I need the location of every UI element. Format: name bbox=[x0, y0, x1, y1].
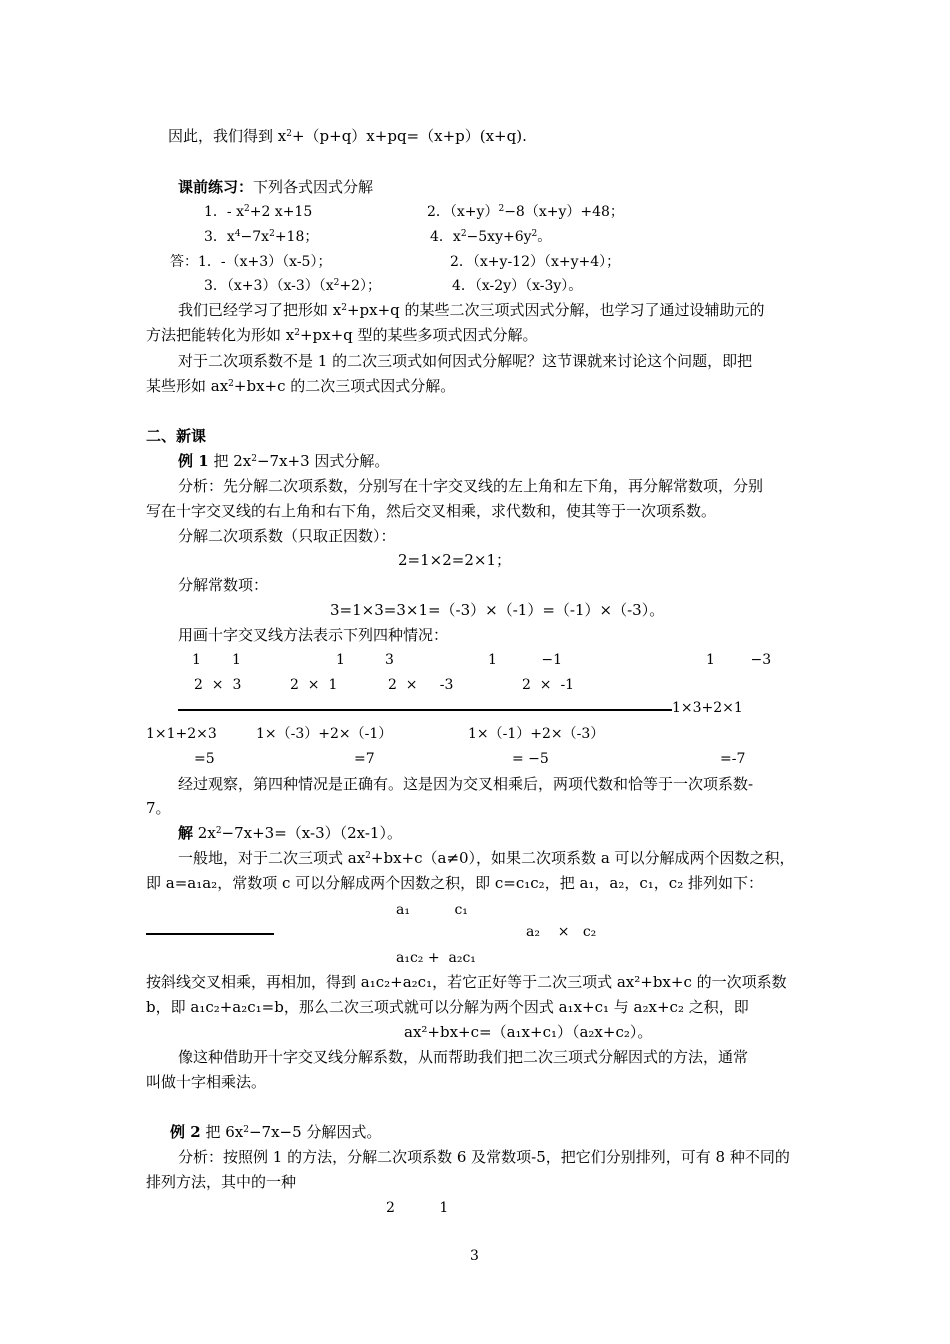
exercise-q3: 3．$x^4-7x^2+18$； bbox=[204, 229, 319, 245]
section-title: 二、新课 bbox=[146, 427, 207, 445]
example1-solution: 解 $2x^2-7x+3=(x-3)(2x-1)$。 bbox=[178, 824, 402, 842]
case3-expr: 1×（-1）+2×（-3） bbox=[468, 726, 605, 742]
case3-mid: 2 × -3 bbox=[388, 677, 454, 693]
general-diagram-bottom: a₁c₂ + a₂c₁ bbox=[396, 950, 476, 966]
case4-result: =-7 bbox=[720, 751, 746, 767]
general-line1: 一般地，对于二次三项式 $ax^2+bx+c(a\ne 0)$，如果二次项系数 a 可以分解成两个因数之积， bbox=[178, 849, 795, 867]
general-line3: 按斜线交叉相乘，再相加，得到 a₁c₂+a₂c₁，若它正好等于二次三项式 ax²+bx+c 的一次项系数 bbox=[146, 973, 787, 991]
observation-line1: 经过观察，第四种情况是正确有。这是因为交叉相乘后，两项代数和恰等于一次项系数- bbox=[178, 775, 754, 793]
case1-expr: 1×1+2×3 bbox=[146, 726, 217, 742]
cross-line bbox=[178, 709, 672, 711]
general-diagram-top: a₁ c₁ bbox=[396, 902, 468, 918]
cross-label: 用画十字交叉线方法表示下列四种情况： bbox=[178, 626, 449, 644]
exercise-heading: 课前练习：下列各式因式分解 bbox=[178, 178, 374, 196]
decomp-c-label: 分解常数项： bbox=[178, 576, 269, 594]
decomp-c: 3=1×3=3×1=（-3）×（-1）=（-1）×（-3）。 bbox=[330, 601, 665, 619]
example1-analysis-line1: 分析：先分解二次项系数，分别写在十字交叉线的左上角和左下角，再分解常数项，分别 bbox=[178, 477, 764, 495]
case3-top: 1 −1 bbox=[488, 652, 563, 668]
cross-method-line1: 像这种借助开十字交叉线分解系数，从而帮助我们把二次三项式分解因式的方法，通常 bbox=[178, 1048, 749, 1066]
case4-expr: 1×3+2×1 bbox=[672, 700, 743, 716]
case2-result: =7 bbox=[354, 751, 375, 767]
case2-mid: 2 × 1 bbox=[290, 677, 338, 693]
example2-heading: 例 2 把 $6x^2-7x-5$ 分解因式。 bbox=[170, 1123, 382, 1141]
example2-diagram-top: 2 1 bbox=[386, 1200, 449, 1216]
general-line4: b，即 a₁c₂+a₂c₁=b，那么二次三项式就可以分解为两个因式 a₁x+c₁ 与 a₂x+c₂ 之积，即 bbox=[146, 998, 749, 1016]
general-line2: 即 a=a₁a₂，常数项 c 可以分解成两个因数之积，即 c=c₁c₂，把 a₁，a₂，c₁，c₂ 排列如下： bbox=[146, 874, 763, 892]
exercise-q2: 2．$(x+y)^2-8(x+y)+48$； bbox=[427, 204, 624, 220]
decomp-a-label: 分解二次项系数（只取正因数）： bbox=[178, 527, 396, 545]
answer-4: 4．（x-2y）（x-3y）。 bbox=[452, 278, 583, 294]
example2-analysis-line1: 分析：按照例 1 的方法，分解二次项系数 6 及常数项-5，把它们分别排列，可有 8 种不同的 bbox=[178, 1148, 790, 1166]
para1-line1: 我们已经学习了把形如 $x^2+px+q$ 的某些二次三项式因式分解，也学习了通过设辅助元的 bbox=[178, 301, 765, 319]
case2-expr: 1×（-3）+2×（-1） bbox=[256, 726, 393, 742]
example2-analysis-line2: 排列方法，其中的一种 bbox=[146, 1173, 297, 1191]
general-diagram-mid: a₂ × c₂ bbox=[526, 924, 597, 940]
intro-line: 因此，我们得到 $x^2+(p+q)x+pq=(x+p)(x+q)$. bbox=[168, 127, 527, 145]
page-number: 3 bbox=[470, 1248, 479, 1264]
case1-mid: 2 × 3 bbox=[194, 677, 242, 693]
para2-line2: 某些形如 $ax^2+bx+c$ 的二次三项式因式分解。 bbox=[146, 377, 456, 395]
case4-mid: 2 × -1 bbox=[522, 677, 575, 693]
answer-1: 答：1．-（x+3）（x-5）； bbox=[170, 254, 332, 270]
case2-top: 1 3 bbox=[336, 652, 394, 668]
exercise-q1: 1．- $x^2+2$ x+15 bbox=[204, 204, 313, 220]
decomp-a: 2=1×2=2×1； bbox=[398, 551, 511, 569]
answer-2: 2．（x+y-12）（x+y+4）； bbox=[450, 254, 621, 270]
case1-top: 1 1 bbox=[192, 652, 241, 668]
cross-method-line2: 叫做十字相乘法。 bbox=[146, 1073, 267, 1091]
general-diagram-line bbox=[146, 933, 274, 935]
para2-line1: 对于二次项系数不是 1 的二次三项式如何因式分解呢？这节课就来讨论这个问题，即把 bbox=[178, 352, 753, 370]
example1-analysis-line2: 写在十字交叉线的右上角和右下角，然后交叉相乘，求代数和，使其等于一次项系数。 bbox=[146, 502, 717, 520]
answer-3: 3．$(x+3)(x-3)(x^2+2)$； bbox=[204, 278, 381, 294]
example1-heading: 例 1 把 $2x^2-7x+3$ 因式分解。 bbox=[178, 452, 390, 470]
case4-top: 1 −3 bbox=[706, 652, 772, 668]
case1-result: =5 bbox=[194, 751, 215, 767]
observation-line2: 7。 bbox=[146, 799, 171, 817]
general-formula: ax²+bx+c=（a₁x+c₁）（a₂x+c₂）。 bbox=[404, 1023, 653, 1041]
para1-line2: 方法把能转化为形如 $x^2+px+q$ 型的某些多项式因式分解。 bbox=[146, 326, 538, 344]
exercise-q4: 4．$x^2-5xy+6y^2$。 bbox=[430, 229, 552, 245]
case3-result: = −5 bbox=[512, 751, 549, 767]
